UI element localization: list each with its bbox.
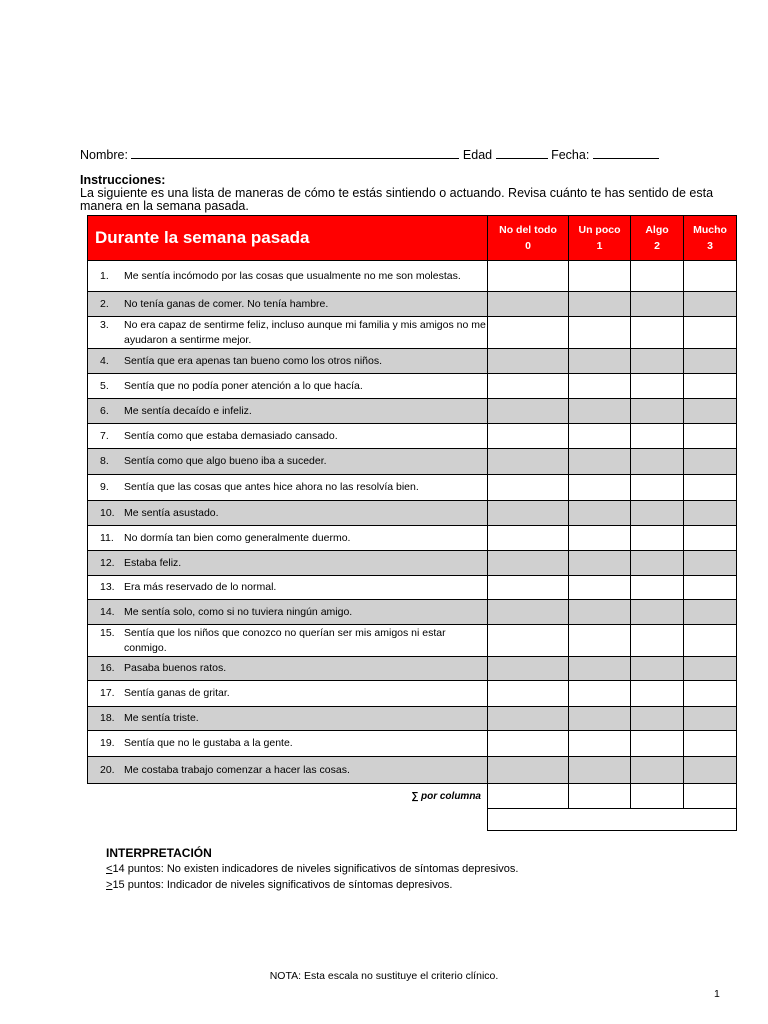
question-text: Me sentía asustado. [124,506,219,519]
answer-cell[interactable] [488,292,569,317]
table-row [88,757,737,784]
question-text: Sentía que no le gustaba a la gente. [124,737,293,749]
answer-cell[interactable] [684,374,737,399]
table-header-row [88,216,737,261]
answer-cell[interactable] [569,681,631,707]
question-number: 19. [100,737,115,749]
answer-cell[interactable] [569,526,631,551]
answer-cell[interactable] [684,424,737,449]
interpretation-line-1 [106,861,518,877]
table-row [88,424,737,449]
table-row [88,657,737,681]
table-row [88,501,737,526]
col-label: No del todo [499,224,557,236]
answer-cell[interactable] [631,261,684,292]
table-row [88,349,737,374]
answer-cell[interactable] [488,757,569,784]
sum-row [88,784,737,809]
answer-cell[interactable] [569,399,631,424]
col-score: 1 [596,240,603,252]
question-text: Sentía que no podía poner atención a lo que hacía. [124,379,363,392]
sum-cell[interactable] [684,784,737,809]
answer-cell[interactable] [631,349,684,374]
gte-symbol: > [106,879,113,891]
question-number: 3. [100,318,109,331]
col-score: 3 [707,240,713,252]
answer-cell[interactable] [684,449,737,475]
answer-cell[interactable] [569,707,631,731]
answer-cell[interactable] [684,657,737,681]
total-spacer [88,809,488,831]
answer-cell[interactable] [631,576,684,600]
interpretation-line-2 [106,877,518,893]
answer-cell[interactable] [684,551,737,576]
col-score: 0 [525,240,531,252]
answer-cell[interactable] [488,424,569,449]
question-cell [88,501,488,526]
question-text: No dormía tan bien como generalmente duermo. [124,531,351,544]
question-cell [88,707,488,731]
table-row [88,576,737,600]
answer-cell[interactable] [488,731,569,757]
clinical-note: NOTA: Esta escala no sustituye el criterio clínico. [269,970,499,982]
header-fields [80,146,680,162]
question-cell [88,424,488,449]
answer-cell[interactable] [569,292,631,317]
question-cell [88,261,488,292]
answer-cell[interactable] [488,317,569,349]
question-text: Estaba feliz. [124,556,182,569]
answer-cell[interactable] [488,576,569,600]
age-field[interactable] [496,146,548,159]
question-text: No era capaz de sentirme feliz, incluso aunque mi familia y mis amigos no me ayudaron a sentirme mejor. [124,318,486,346]
col-header-0 [488,216,569,261]
answer-cell[interactable] [684,681,737,707]
answer-cell[interactable] [684,707,737,731]
answer-cell[interactable] [569,449,631,475]
answer-cell[interactable] [569,317,631,349]
question-number: 17. [100,687,115,699]
instructions-text: La siguiente es una lista de maneras de cómo te estás sintiendo o actuando. Revisa cuánto te has sentido de esta manera en la semana pasada. [80,186,714,213]
answer-cell[interactable] [488,551,569,576]
interpretation-title: INTERPRETACIÓN [106,846,212,860]
question-number: 14. [100,605,115,618]
col-score: 2 [654,240,660,252]
answer-cell[interactable] [684,501,737,526]
answer-cell[interactable] [631,475,684,501]
answer-cell[interactable] [631,424,684,449]
answer-cell[interactable] [631,731,684,757]
answer-cell[interactable] [569,731,631,757]
answer-cell[interactable] [488,707,569,731]
answer-cell[interactable] [684,600,737,625]
question-number: 18. [100,712,115,724]
question-text: Sentía como que estaba demasiado cansado. [124,429,338,442]
question-text: Sentía que las cosas que antes hice ahora no las resolvía bien. [124,481,419,493]
answer-cell[interactable] [631,399,684,424]
question-cell [88,551,488,576]
answer-cell[interactable] [488,261,569,292]
question-cell [88,449,488,475]
col-label: Un poco [578,224,621,236]
question-number: 4. [100,354,109,367]
table-row [88,625,737,657]
sum-cell[interactable] [631,784,684,809]
answer-cell[interactable] [569,374,631,399]
answer-cell[interactable] [488,349,569,374]
table-row [88,731,737,757]
col-header-1 [569,216,631,261]
answer-cell[interactable] [631,681,684,707]
total-row [88,809,737,831]
answer-cell[interactable] [631,501,684,526]
lte-symbol: < [106,863,113,875]
question-text: Me sentía incómodo por las cosas que usualmente no me son molestas. [124,269,461,282]
table-row [88,449,737,475]
answer-cell[interactable] [631,374,684,399]
answer-cell[interactable] [631,526,684,551]
answer-cell[interactable] [488,625,569,657]
question-number: 20. [100,763,115,776]
question-number: 2. [100,297,109,310]
answer-cell[interactable] [488,501,569,526]
answer-cell[interactable] [569,424,631,449]
table-row [88,707,737,731]
table-row [88,261,737,292]
answer-cell[interactable] [684,576,737,600]
question-cell [88,600,488,625]
answer-cell[interactable] [488,475,569,501]
answer-cell[interactable] [684,757,737,784]
question-number: 6. [100,404,109,417]
table-row [88,526,737,551]
question-cell [88,349,488,374]
question-number: 10. [100,506,115,519]
answer-cell[interactable] [684,625,737,657]
question-number: 15. [100,626,115,639]
answer-cell[interactable] [488,681,569,707]
answer-cell[interactable] [631,317,684,349]
question-cell [88,526,488,551]
table-row [88,317,737,349]
answer-cell[interactable] [684,475,737,501]
answer-cell[interactable] [569,551,631,576]
question-text: Me sentía triste. [124,712,199,724]
col-header-3 [684,216,737,261]
question-cell [88,625,488,657]
question-cell [88,757,488,784]
table-row [88,399,737,424]
answer-cell[interactable] [631,551,684,576]
question-number: 5. [100,379,109,392]
interpretation-text-2: 15 puntos: Indicador de niveles significativos de síntomas depresivos. [112,879,453,891]
answer-cell[interactable] [569,501,631,526]
question-number: 16. [100,662,115,674]
question-cell [88,399,488,424]
sum-label: ∑ por columna [411,790,481,802]
answer-cell[interactable] [569,757,631,784]
answer-cell[interactable] [631,449,684,475]
answer-cell[interactable] [631,600,684,625]
answer-cell[interactable] [569,349,631,374]
name-label: Nombre: [80,148,128,162]
question-text: Sentía como que algo bueno iba a suceder. [124,455,327,467]
question-cell [88,292,488,317]
instructions-title: Instrucciones: [80,173,166,187]
answer-cell[interactable] [631,707,684,731]
table-row [88,600,737,625]
answer-cell[interactable] [488,399,569,424]
question-number: 7. [100,429,109,442]
answer-cell[interactable] [569,600,631,625]
question-number: 9. [100,481,109,493]
answer-cell[interactable] [488,374,569,399]
answer-cell[interactable] [684,317,737,349]
col-header-2 [631,216,684,261]
question-text: No tenía ganas de comer. No tenía hambre. [124,297,329,310]
total-cell[interactable] [488,809,737,831]
answer-cell[interactable] [631,292,684,317]
question-text: Me sentía solo, como si no tuviera ningún amigo. [124,605,353,618]
question-number: 1. [100,269,109,282]
answer-cell[interactable] [488,449,569,475]
table-row [88,681,737,707]
col-label: Algo [645,224,669,236]
answer-cell[interactable] [684,261,737,292]
table-row [88,374,737,399]
date-label: Fecha: [551,148,590,162]
answer-cell[interactable] [569,576,631,600]
question-text: Era más reservado de lo normal. [124,581,277,593]
table-row [88,551,737,576]
question-cell [88,475,488,501]
interpretation [106,845,518,893]
question-cell [88,576,488,600]
table-title: Durante la semana pasada [88,216,488,261]
question-text: Me costaba trabajo comenzar a hacer las cosas. [124,763,350,776]
question-text: Sentía que era apenas tan bueno como los otros niños. [124,354,383,367]
answer-cell[interactable] [488,526,569,551]
questionnaire-table [87,215,737,831]
instructions [80,174,730,213]
answer-cell[interactable] [684,399,737,424]
sum-cell[interactable] [488,784,569,809]
page-number: 1 [714,988,720,1000]
question-cell [88,317,488,349]
question-number: 11. [100,531,114,544]
question-number: 12. [100,556,115,569]
answer-cell[interactable] [569,475,631,501]
answer-cell[interactable] [488,600,569,625]
answer-cell[interactable] [569,625,631,657]
answer-cell[interactable] [684,731,737,757]
name-field[interactable] [131,146,459,159]
question-text: Pasaba buenos ratos. [124,662,227,674]
question-text: Me sentía decaído e infeliz. [124,404,252,417]
answer-cell[interactable] [684,292,737,317]
question-number: 13. [100,581,115,593]
col-label: Mucho [693,224,727,236]
question-cell [88,374,488,399]
answer-cell[interactable] [684,526,737,551]
question-text: Sentía que los niños que conozco no querían ser mis amigos ni estar conmigo. [124,626,446,654]
date-field[interactable] [593,146,659,159]
question-cell [88,731,488,757]
answer-cell[interactable] [569,657,631,681]
answer-cell[interactable] [488,657,569,681]
age-label: Edad [462,148,493,162]
question-number: 8. [100,455,109,467]
question-cell [88,657,488,681]
answer-cell[interactable] [569,261,631,292]
interpretation-text-1: 14 puntos: No existen indicadores de niveles significativos de síntomas depresivos. [112,863,519,875]
answer-cell[interactable] [631,757,684,784]
question-cell [88,681,488,707]
answer-cell[interactable] [631,657,684,681]
answer-cell[interactable] [631,625,684,657]
table-row [88,475,737,501]
table-row [88,292,737,317]
answer-cell[interactable] [684,349,737,374]
question-text: Sentía ganas de gritar. [124,687,230,699]
sum-cell[interactable] [569,784,631,809]
